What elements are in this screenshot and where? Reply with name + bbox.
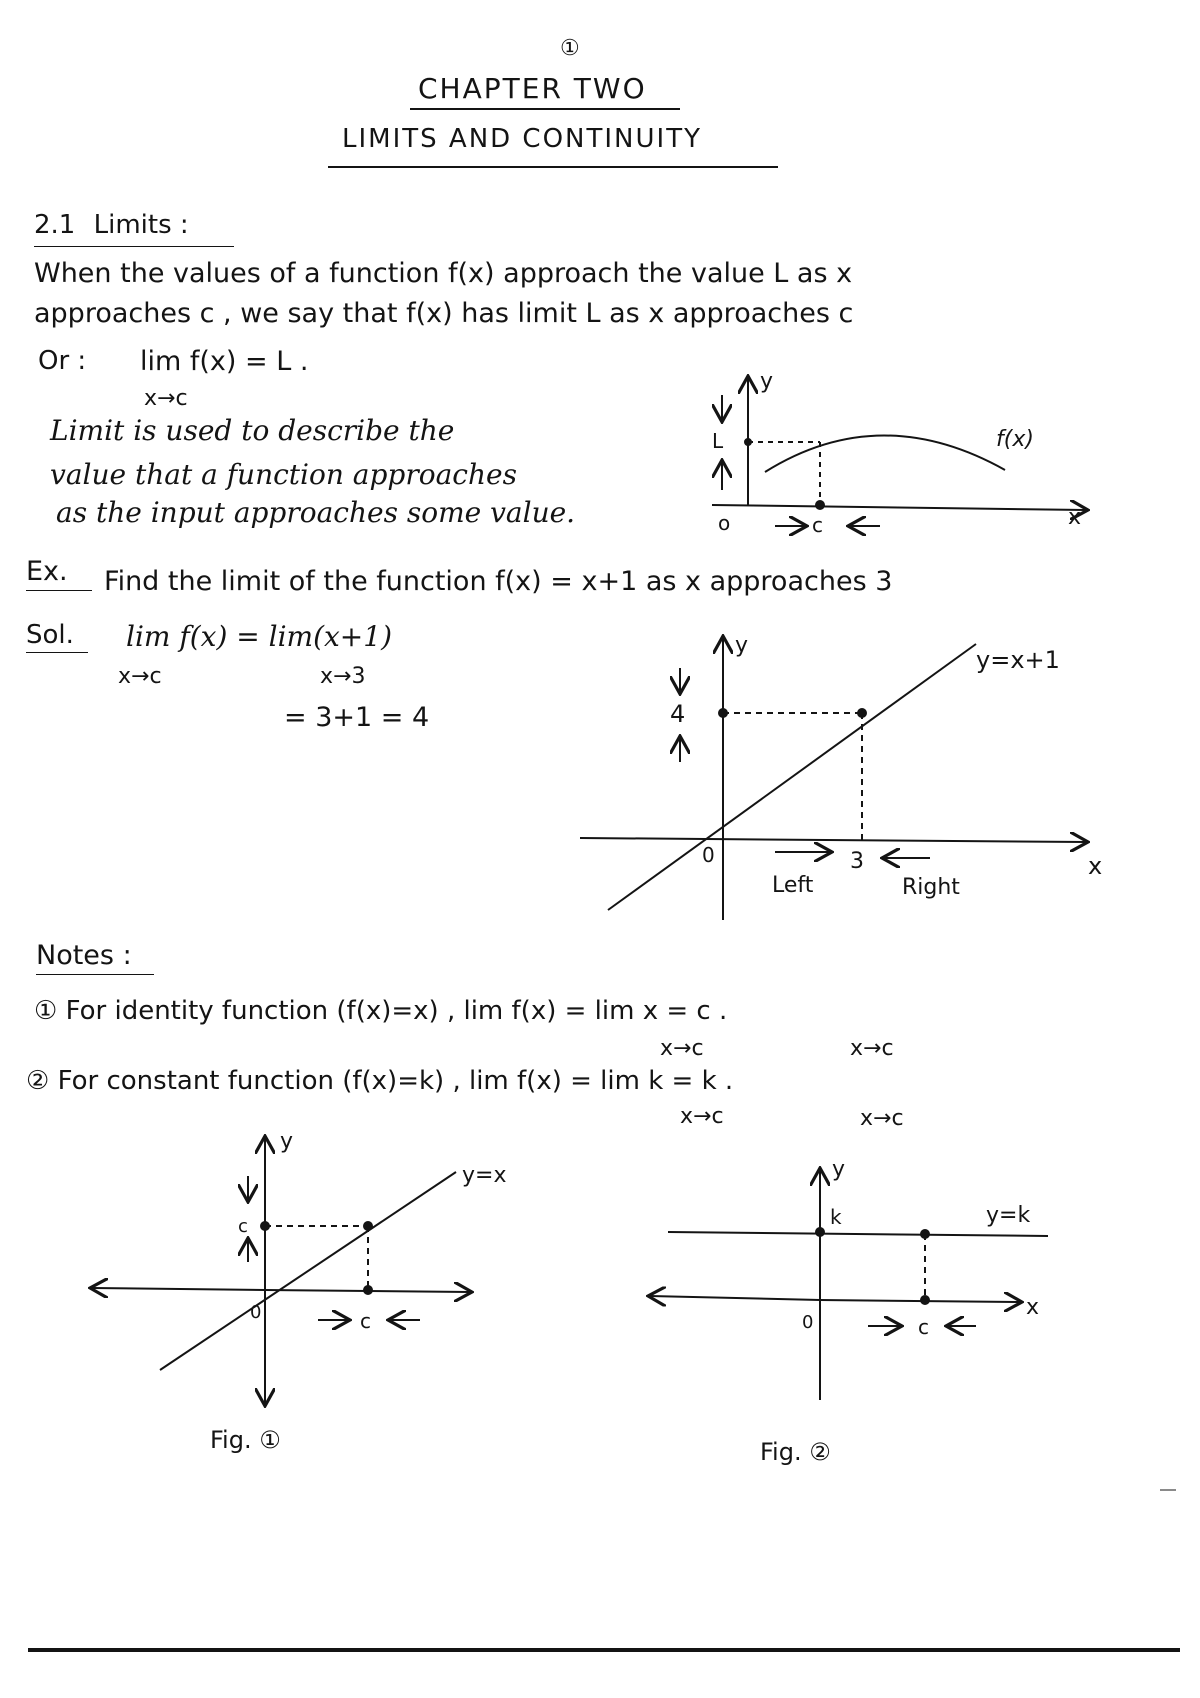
note-1-subscript-1: x→c [660,1036,704,1061]
intro-curve-label: f(x) [996,427,1034,452]
note-1-text: For identity function (f(x)=x) , lim f(x) = lim x = c . [65,996,728,1026]
intro-graph [712,378,1086,526]
intro-o-label: o [718,511,731,535]
solution-step-1: lim f(x) = lim(x+1) [126,620,392,653]
example-x-label: x [1088,852,1103,880]
limit-formula-subscript: x→c [144,386,188,411]
fig1-c-y-point [261,1222,269,1230]
intro-c-label: c [812,513,823,537]
chapter-subtitle: LIMITS AND CONTINUITY [342,124,702,154]
intro-L-label: L [712,429,724,453]
intro-L-point [745,439,751,445]
fig2-point [921,1230,929,1238]
example-label: Ex. [26,556,68,587]
intro-curve [765,435,1005,472]
example-origin-label: 0 [702,843,715,867]
solution-label: Sol. [26,620,74,650]
example-y-label: y [735,633,749,658]
example-left-label: Left [772,873,814,898]
intro-x-label: x [1068,505,1082,530]
intro-y-label: y [760,369,774,394]
fig2-caption: Fig. ② [760,1438,831,1466]
fig1-c-label-x: c [360,1309,371,1333]
fig1-line-label: y=x [462,1163,507,1188]
fig2-y-label: y [832,1157,846,1182]
example-4-label: 4 [670,700,686,728]
example-x-axis [580,838,1086,842]
fig2-x-axis-right [820,1300,1020,1302]
example-3-label: 3 [850,849,864,874]
example-line [608,644,976,910]
note-2-subscript-2: x→c [860,1106,904,1131]
fig1-y-label: y [280,1129,294,1154]
section-title: Limits : [93,210,189,240]
definition-line-1: When the values of a function f(x) approach the value L as x [34,258,853,289]
description-line-1: Limit is used to describe the [50,414,455,447]
note-2-subscript-1: x→c [680,1104,724,1129]
example-graph [580,638,1086,920]
fig2-c-point [921,1296,929,1304]
limit-formula: lim f(x) = L . [140,346,309,377]
solution-step-2: = 3+1 = 4 [284,702,430,733]
fig1-x-axis-left [92,1288,265,1290]
fig1-origin-label: 0 [250,1302,262,1323]
example-right-label: Right [902,875,960,900]
solution-step-1-sub-left: x→c [118,664,162,689]
fig1-graph [92,1138,470,1404]
section-number: 2.1 [34,210,76,240]
or-label: Or : [38,346,87,376]
fig2-k-label: k [830,1205,842,1229]
description-line-3: as the input approaches some value. [56,496,576,529]
fig2-x-label: x [1026,1295,1040,1320]
fig1-c-point [364,1286,372,1294]
note-1-marker: ① [34,996,58,1026]
solution-step-1-sub-right: x→3 [320,664,366,689]
definition-line-2: approaches c , we say that f(x) has limit L as x approaches c [34,298,854,329]
fig2-line-label: y=k [986,1203,1031,1228]
fig1-point [364,1222,372,1230]
notes-title: Notes : [36,940,132,971]
fig2-origin-label: 0 [802,1312,814,1333]
note-2-text: For constant function (f(x)=k) , lim f(x) = lim k = k . [57,1066,734,1096]
fig2-line [668,1232,1048,1236]
fig2-c-label: c [918,1315,929,1339]
description-line-2: value that a function approaches [50,458,517,491]
intro-x-axis [712,505,1086,510]
note-2-marker: ② [26,1066,50,1096]
fig2-k-point [816,1228,824,1236]
chapter-title: CHAPTER TWO [418,72,647,105]
fig1-line [160,1172,456,1370]
fig2-x-axis-left [650,1296,820,1300]
example-point [858,709,866,717]
page-number: ① [560,36,580,61]
fig1-c-label-y: c [238,1216,248,1237]
example-text: Find the limit of the function f(x) = x+1 as x approaches 3 [104,566,893,597]
example-4-point [719,709,727,717]
note-1-subscript-2: x→c [850,1036,894,1061]
example-line-label: y=x+1 [976,646,1060,674]
fig1-caption: Fig. ① [210,1426,281,1454]
intro-c-point [816,501,824,509]
